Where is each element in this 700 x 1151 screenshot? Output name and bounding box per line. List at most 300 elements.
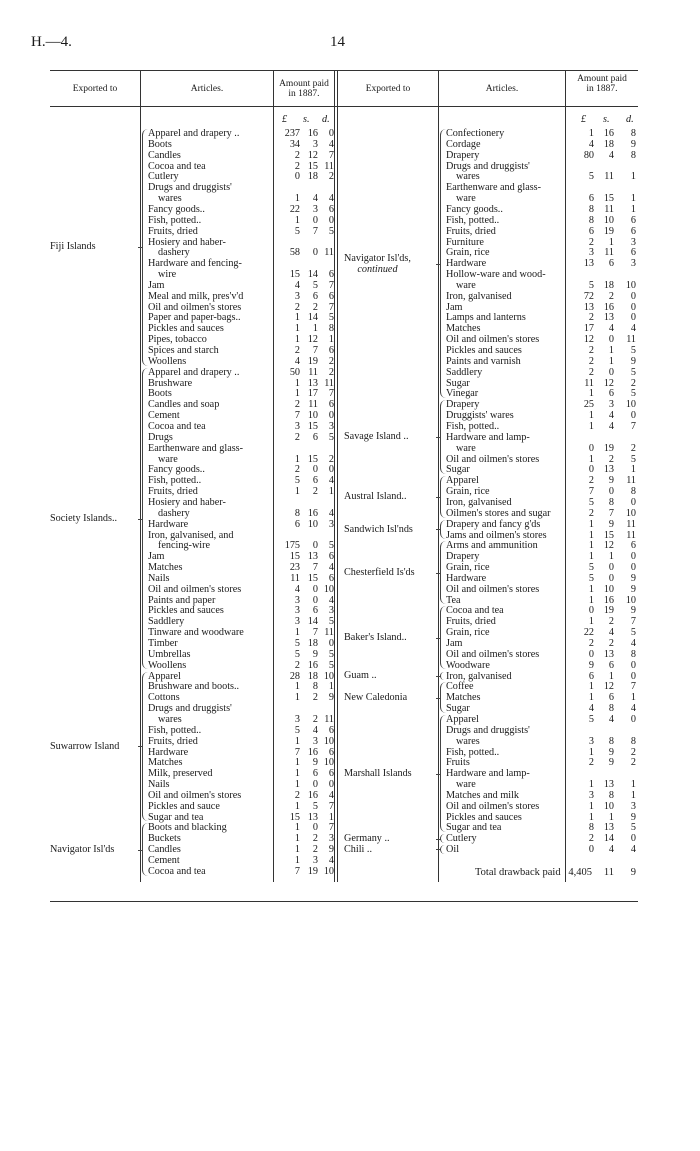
article-name: Hardware bbox=[148, 746, 189, 758]
article-name: Saddlery bbox=[148, 616, 185, 628]
amount-pence: 7 bbox=[630, 616, 636, 628]
amount-pence: 8 bbox=[630, 735, 636, 747]
amount-shillings: 0 bbox=[312, 779, 318, 790]
amount-pence: 6 bbox=[328, 572, 334, 584]
amount-shillings: 4 bbox=[608, 149, 614, 161]
article-name: Apparel bbox=[446, 475, 479, 487]
total-label: Total drawback paid bbox=[475, 867, 561, 878]
table-row bbox=[50, 161, 638, 172]
article-name: Matches bbox=[446, 323, 481, 335]
amount-pounds: 22 bbox=[289, 203, 300, 215]
amount-shillings: 0 bbox=[312, 822, 318, 834]
article-name: Drugs and druggists' bbox=[148, 182, 232, 194]
amount-pounds: 15 bbox=[289, 551, 300, 563]
table-row bbox=[50, 150, 638, 161]
country-label: Savage Island .. bbox=[344, 431, 409, 443]
table-row bbox=[50, 302, 638, 313]
amount-shillings: 7 bbox=[312, 627, 318, 639]
article-name: Hosiery and haber- bbox=[148, 236, 226, 248]
table-row bbox=[50, 182, 638, 193]
amount-pounds: 5 bbox=[294, 638, 300, 649]
amount-pounds: 11 bbox=[584, 377, 594, 389]
article-name: Grain, rice bbox=[446, 562, 490, 573]
article-name: Grain, rice bbox=[446, 627, 490, 639]
amount-pence: 10 bbox=[625, 594, 636, 606]
amount-pounds: 15 bbox=[289, 811, 300, 823]
country-label: Suwarrow Island bbox=[50, 740, 120, 752]
amount-shillings: 15 bbox=[307, 421, 318, 432]
amount-pence: 4 bbox=[328, 855, 334, 866]
article-name: Fancy goods.. bbox=[148, 464, 205, 476]
article-name: Oil and oilmen's stores bbox=[446, 648, 540, 660]
amount-pounds: 13 bbox=[583, 258, 594, 270]
amount-pence: 6 bbox=[630, 214, 636, 226]
header-amount-label: Amount paid bbox=[279, 79, 329, 89]
amount-pence: 0 bbox=[630, 659, 636, 671]
country-name bbox=[344, 491, 407, 502]
amount-shillings: 4 bbox=[312, 724, 318, 736]
article-name: Sugar and tea bbox=[148, 811, 204, 823]
article-name: Matches bbox=[446, 692, 481, 704]
amount-pence: 7 bbox=[328, 149, 334, 161]
article-name: Apparel and drapery .. bbox=[148, 128, 240, 139]
amount-shillings: 2 bbox=[312, 713, 318, 725]
amount-shillings: 7 bbox=[312, 562, 318, 573]
amount-shillings: 10 bbox=[603, 800, 614, 812]
article-name: Tinware and woodware bbox=[148, 627, 244, 639]
amount-shillings: 7 bbox=[608, 507, 614, 519]
table-row bbox=[50, 540, 638, 551]
amount-pence: 10 bbox=[323, 865, 334, 877]
amount-shillings: 11 bbox=[604, 171, 614, 183]
amount-shillings: 2 bbox=[608, 638, 614, 649]
amount-shillings: 10 bbox=[307, 410, 318, 422]
amount-pounds: 1 bbox=[294, 193, 300, 205]
amount-shillings: 4 bbox=[608, 421, 614, 432]
country-label: Navigator Isl'ds, bbox=[344, 252, 411, 264]
amount-pounds: 72 bbox=[583, 290, 594, 302]
amount-shillings: 13 bbox=[307, 551, 318, 563]
article-name: Woollens bbox=[148, 659, 187, 671]
amount-pounds: 4 bbox=[294, 583, 300, 595]
amount-pounds: 5 bbox=[588, 713, 594, 725]
country-name bbox=[344, 253, 411, 275]
article-name: Jam bbox=[148, 551, 165, 563]
table-row bbox=[50, 388, 638, 399]
article-name: Milk, preserved bbox=[148, 768, 213, 780]
amount-pence: 5 bbox=[328, 431, 334, 443]
amount-pence: 1 bbox=[630, 779, 636, 790]
table-row bbox=[50, 454, 638, 465]
article-name: Jams and oilmen's stores bbox=[446, 529, 547, 541]
amount-pence: 6 bbox=[328, 724, 334, 736]
article-name: Fruits, dried bbox=[446, 616, 496, 628]
article-name: Fruits, dried bbox=[148, 486, 198, 498]
article-name: Spices and starch bbox=[148, 345, 219, 356]
amount-pounds: 1 bbox=[294, 779, 300, 790]
article-name: Jam bbox=[446, 301, 463, 313]
article-name: Oil and oilmen's stores bbox=[446, 334, 540, 346]
amount-shillings: 16 bbox=[307, 128, 318, 139]
table-row bbox=[50, 855, 638, 866]
amount-pounds: 6 bbox=[588, 193, 594, 205]
amount-shillings: 16 bbox=[603, 301, 614, 313]
amount-shillings: 0 bbox=[312, 214, 318, 226]
amount-pounds: 2 bbox=[588, 507, 594, 519]
amount-shillings: 13 bbox=[603, 779, 614, 790]
article-name: Drapery and fancy g'ds bbox=[446, 518, 541, 530]
amount-shillings: 3 bbox=[608, 399, 614, 411]
amount-pence: 11 bbox=[324, 247, 334, 259]
amount-pence: 8 bbox=[630, 486, 636, 498]
header-bottom-rule bbox=[50, 106, 638, 107]
amount-pence: 0 bbox=[630, 301, 636, 313]
article-name: Lamps and lanterns bbox=[446, 312, 526, 324]
amount-pence: 3 bbox=[328, 518, 334, 530]
table-row bbox=[50, 193, 638, 204]
amount-pence: 10 bbox=[625, 279, 636, 291]
article-name: Timber bbox=[148, 638, 178, 649]
amount-pounds: 1 bbox=[588, 529, 594, 541]
amount-pounds: 5 bbox=[294, 648, 300, 660]
group-brace bbox=[440, 129, 448, 398]
amount-pounds: 2 bbox=[588, 312, 594, 324]
amount-shillings: 6 bbox=[608, 388, 614, 400]
amount-pence: 1 bbox=[328, 486, 334, 498]
amount-pence: 9 bbox=[630, 138, 636, 150]
article-name: Cement bbox=[148, 855, 180, 866]
article-name: Paper and paper-bags.. bbox=[148, 312, 241, 324]
amount-pence: 0 bbox=[328, 638, 334, 649]
amount-pounds: 3 bbox=[294, 290, 300, 302]
amount-pence: 1 bbox=[630, 203, 636, 215]
amount-pence: 7 bbox=[328, 388, 334, 400]
amount-pounds: 8 bbox=[588, 214, 594, 226]
article-name: Nails bbox=[148, 572, 170, 584]
amount-pence: 5 bbox=[630, 453, 636, 465]
amount-pounds: 0 bbox=[588, 844, 594, 856]
amount-pence: 3 bbox=[630, 800, 636, 812]
amount-shillings: 1 bbox=[608, 670, 614, 682]
amount-shillings: 16 bbox=[603, 594, 614, 606]
article-name: Iron, galvanised, and bbox=[148, 529, 234, 541]
country-name bbox=[344, 431, 409, 442]
table-row bbox=[50, 475, 638, 486]
amount-shillings: 16 bbox=[603, 128, 614, 139]
amount-shillings: 1 bbox=[608, 345, 614, 356]
article-name: ware bbox=[456, 193, 476, 205]
article-name: Fish, potted.. bbox=[148, 214, 202, 226]
amount-shillings: 13 bbox=[603, 648, 614, 660]
article-name: Fish, potted.. bbox=[446, 214, 500, 226]
amount-pounds: 237 bbox=[284, 128, 300, 139]
article-name: Drapery bbox=[446, 399, 480, 411]
article-name: Drugs bbox=[148, 431, 173, 443]
amount-pence: 9 bbox=[328, 844, 334, 856]
amount-shillings: 16 bbox=[307, 659, 318, 671]
article-name: Iron, galvanised bbox=[446, 290, 512, 302]
amount-shillings: 12 bbox=[603, 681, 614, 693]
amount-pounds: 9 bbox=[588, 659, 594, 671]
amount-shillings: 12 bbox=[307, 334, 318, 346]
amount-pounds: 1 bbox=[588, 800, 594, 812]
group-brace bbox=[440, 541, 448, 604]
article-name: Buckets bbox=[148, 833, 181, 845]
article-name: Sugar bbox=[446, 377, 470, 389]
amount-pence: 0 bbox=[630, 551, 636, 563]
amount-pence: 9 bbox=[630, 355, 636, 367]
country-name bbox=[344, 833, 390, 844]
article-name: Oilmen's stores and sugar bbox=[446, 507, 551, 519]
amount-pounds: 1 bbox=[294, 844, 300, 856]
amount-pounds: 3 bbox=[294, 421, 300, 432]
amount-pence: 4 bbox=[630, 638, 636, 649]
article-name: Pickles and sauces bbox=[446, 811, 522, 823]
amount-pence: 7 bbox=[630, 681, 636, 693]
amount-shillings: 4 bbox=[608, 627, 614, 639]
article-name: Apparel bbox=[446, 713, 479, 725]
amount-shillings: 2 bbox=[312, 301, 318, 313]
group-brace bbox=[440, 400, 448, 474]
amount-pounds: 2 bbox=[588, 366, 594, 378]
article-name: Matches and milk bbox=[446, 789, 519, 801]
header-amount-paid bbox=[274, 79, 334, 99]
amount-pounds: 1 bbox=[294, 627, 300, 639]
amount-pence: 10 bbox=[323, 757, 334, 769]
article-name: Nails bbox=[148, 779, 170, 790]
currency-pounds: £ bbox=[282, 114, 288, 125]
amount-shillings: 6 bbox=[312, 605, 318, 617]
amount-pence: 4 bbox=[328, 193, 334, 205]
amount-shillings: 18 bbox=[307, 171, 318, 183]
country-label: Baker's Island.. bbox=[344, 632, 407, 643]
amount-shillings: 9 bbox=[608, 475, 614, 487]
amount-pounds: 2 bbox=[588, 475, 594, 487]
table-row bbox=[50, 779, 638, 790]
table-row bbox=[50, 747, 638, 758]
amount-pence: 1 bbox=[328, 811, 334, 823]
amount-pounds: 1 bbox=[588, 410, 594, 422]
amount-shillings: 4 bbox=[608, 323, 614, 335]
amount-pounds: 34 bbox=[289, 138, 300, 150]
amount-pence: 4 bbox=[630, 323, 636, 335]
group-brace bbox=[440, 834, 448, 843]
amount-pence: 1 bbox=[630, 464, 636, 476]
amount-shillings: 9 bbox=[312, 648, 318, 660]
amount-pounds: 1 bbox=[588, 518, 594, 530]
amount-shillings: 15 bbox=[307, 160, 318, 172]
country-label: Navigator Isl'ds bbox=[50, 843, 115, 855]
amount-pounds: 1 bbox=[588, 811, 594, 823]
amount-pounds: 6 bbox=[588, 670, 594, 682]
amount-shillings: 2 bbox=[312, 844, 318, 856]
article-name: Oil and oilmen's stores bbox=[148, 301, 242, 313]
amount-pence: 5 bbox=[328, 312, 334, 324]
amount-pounds: 1 bbox=[588, 594, 594, 606]
amount-pence: 5 bbox=[328, 648, 334, 660]
amount-pence: 11 bbox=[324, 377, 334, 389]
article-name: Iron, galvanised bbox=[446, 496, 512, 508]
amount-pence: 4 bbox=[630, 703, 636, 715]
table-row bbox=[50, 595, 638, 606]
amount-pounds: 11 bbox=[290, 572, 300, 584]
amount-pence: 0 bbox=[630, 562, 636, 573]
amount-pence: 2 bbox=[630, 442, 636, 454]
amount-pounds: 8 bbox=[294, 507, 300, 519]
article-name: Fish, potted.. bbox=[446, 421, 500, 432]
amount-pounds: 7 bbox=[294, 746, 300, 758]
amount-pence: 0 bbox=[630, 496, 636, 508]
amount-shillings: 10 bbox=[307, 518, 318, 530]
amount-pounds: 1 bbox=[294, 486, 300, 498]
article-name: Tea bbox=[446, 594, 461, 606]
article-name: Woollens bbox=[148, 355, 187, 367]
amount-pounds: 1 bbox=[294, 692, 300, 704]
amount-shillings: 4 bbox=[608, 713, 614, 725]
amount-pence: 4 bbox=[328, 507, 334, 519]
article-name: Earthenware and glass- bbox=[446, 182, 542, 194]
article-name: Meal and milk, pres'v'd bbox=[148, 290, 244, 302]
amount-pounds: 1 bbox=[588, 779, 594, 790]
article-name: Cottons bbox=[148, 692, 180, 704]
amount-pence: 1 bbox=[630, 789, 636, 801]
article-name: Oil and oilmen's stores bbox=[446, 583, 540, 595]
article-name: Fancy goods.. bbox=[446, 203, 503, 215]
amount-pence: 3 bbox=[630, 236, 636, 248]
amount-pounds: 50 bbox=[289, 366, 300, 378]
header-amount-year: in 1887. bbox=[288, 89, 320, 99]
table-row bbox=[50, 323, 638, 334]
amount-pence: 1 bbox=[630, 692, 636, 704]
amount-pence: 0 bbox=[328, 464, 334, 476]
article-name: Hollow-ware and wood- bbox=[446, 269, 546, 280]
amount-pounds: 23 bbox=[289, 562, 300, 573]
amount-shillings: 11 bbox=[604, 247, 614, 259]
amount-pence: 0 bbox=[630, 670, 636, 682]
amount-shillings: 8 bbox=[608, 703, 614, 715]
amount-shillings: 3 bbox=[312, 735, 318, 747]
amount-pence: 6 bbox=[328, 399, 334, 411]
amount-pounds: 5 bbox=[588, 562, 594, 573]
article-name: Umbrellas bbox=[148, 648, 191, 660]
amount-shillings: 12 bbox=[603, 540, 614, 552]
amount-shillings: 6 bbox=[312, 475, 318, 487]
amount-pence: 1 bbox=[630, 171, 636, 183]
amount-shillings: 0 bbox=[312, 594, 318, 606]
amount-shillings: 6 bbox=[608, 659, 614, 671]
header-articles-right: Articles. bbox=[485, 84, 519, 94]
country-label: Guam .. bbox=[344, 669, 377, 681]
amount-shillings: 9 bbox=[608, 746, 614, 758]
table-row bbox=[50, 410, 638, 421]
amount-pounds: 4 bbox=[588, 703, 594, 715]
amount-pounds: 6 bbox=[294, 518, 300, 530]
article-name: Fish, potted.. bbox=[148, 475, 202, 487]
article-name: Boots bbox=[148, 138, 172, 150]
amount-pounds: 3 bbox=[294, 605, 300, 617]
article-name: Furniture bbox=[446, 236, 484, 248]
amount-shillings: 10 bbox=[603, 214, 614, 226]
amount-shillings: 13 bbox=[603, 822, 614, 834]
amount-shillings: 0 bbox=[312, 583, 318, 595]
article-name: wares bbox=[158, 193, 182, 205]
amount-pounds: 5 bbox=[294, 225, 300, 237]
amount-pence: 8 bbox=[630, 648, 636, 660]
article-name: Cordage bbox=[446, 138, 481, 150]
article-name: Iron, galvanised bbox=[446, 670, 512, 682]
table-row bbox=[50, 790, 638, 801]
amount-pounds: 28 bbox=[289, 670, 300, 682]
amount-pence: 6 bbox=[328, 203, 334, 215]
amount-pence: 0 bbox=[630, 833, 636, 845]
article-name: Fruits, dried bbox=[148, 735, 198, 747]
amount-shillings: 0 bbox=[608, 366, 614, 378]
amount-pounds: 7 bbox=[294, 410, 300, 422]
article-name: Jam bbox=[148, 279, 165, 291]
amount-pence: 9 bbox=[630, 572, 636, 584]
amount-pounds: 5 bbox=[588, 171, 594, 183]
amount-shillings: 6 bbox=[312, 431, 318, 443]
total-shillings: 11 bbox=[603, 867, 614, 878]
amount-pence: 5 bbox=[328, 225, 334, 237]
amount-shillings: 18 bbox=[603, 279, 614, 291]
amount-pounds: 1 bbox=[294, 855, 300, 866]
amount-pounds: 8 bbox=[588, 822, 594, 834]
amount-pounds: 2 bbox=[588, 345, 594, 356]
amount-pounds: 1 bbox=[294, 681, 300, 693]
table-row bbox=[50, 812, 638, 823]
article-name: Paints and paper bbox=[148, 594, 216, 606]
article-name: Grain, rice bbox=[446, 247, 490, 259]
currency-pounds: £ bbox=[581, 114, 587, 125]
amount-shillings: 1 bbox=[312, 323, 318, 335]
country-label: New Caledonia bbox=[344, 691, 408, 703]
amount-pence: 4 bbox=[328, 475, 334, 487]
article-name: Fancy goods.. bbox=[148, 203, 205, 215]
article-name: Fruits, dried bbox=[446, 225, 496, 237]
amount-pence: 6 bbox=[328, 290, 334, 302]
table-row bbox=[50, 171, 638, 182]
amount-shillings: 15 bbox=[603, 193, 614, 205]
article-name: Candles bbox=[148, 844, 181, 856]
amount-shillings: 8 bbox=[608, 735, 614, 747]
table-row bbox=[50, 378, 638, 389]
amount-pounds: 1 bbox=[588, 692, 594, 704]
country-name bbox=[344, 524, 413, 535]
currency-shillings: s. bbox=[603, 114, 610, 125]
currency-pence: d. bbox=[322, 114, 330, 125]
amount-shillings: 16 bbox=[307, 789, 318, 801]
article-name: dashery bbox=[158, 247, 190, 259]
table-row bbox=[50, 237, 638, 248]
amount-pounds: 3 bbox=[588, 789, 594, 801]
amount-pounds: 0 bbox=[588, 605, 594, 617]
amount-pence: 10 bbox=[323, 670, 334, 682]
country-label: Sandwich Isl'nds bbox=[344, 523, 413, 535]
amount-pounds: 2 bbox=[294, 160, 300, 172]
amount-shillings: 12 bbox=[307, 149, 318, 161]
amount-pence: 4 bbox=[630, 844, 636, 856]
amount-pence: 1 bbox=[630, 193, 636, 205]
amount-pounds: 6 bbox=[588, 225, 594, 237]
article-name: wares bbox=[158, 713, 182, 725]
article-name: Hardware bbox=[446, 258, 487, 270]
amount-pence: 9 bbox=[328, 692, 334, 704]
article-name: Grain, rice bbox=[446, 486, 490, 498]
table-row bbox=[50, 128, 638, 139]
amount-pounds: 1 bbox=[294, 735, 300, 747]
amount-pounds: 0 bbox=[588, 442, 594, 454]
